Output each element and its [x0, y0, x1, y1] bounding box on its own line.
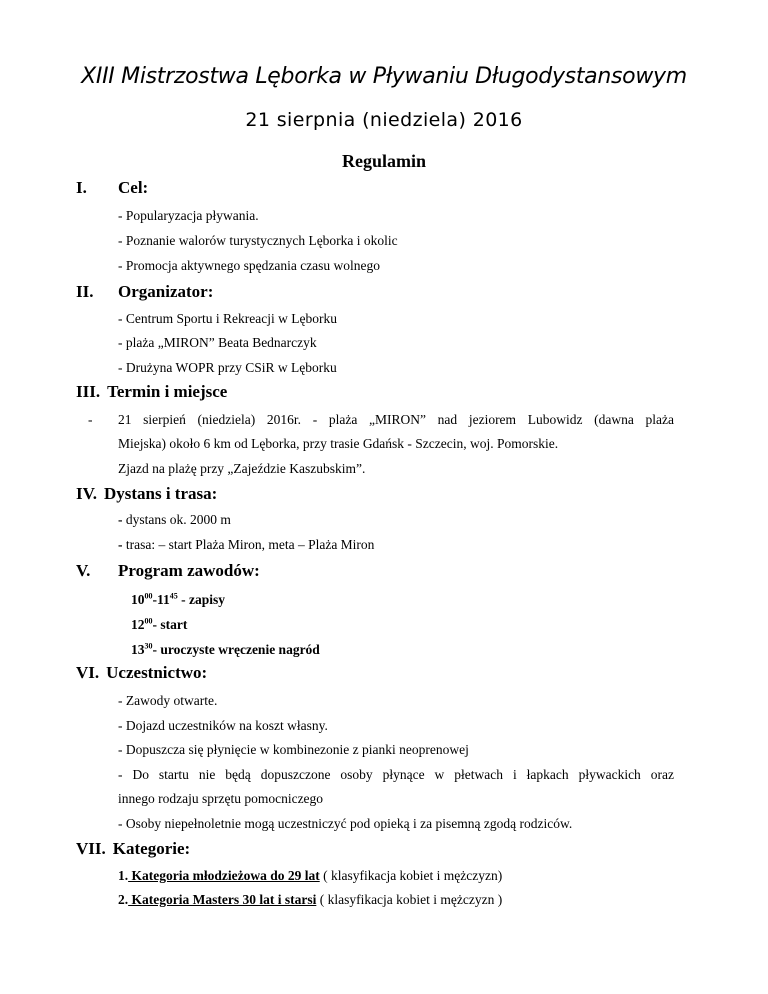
- time-hour: 10: [131, 592, 145, 607]
- section-heading-organizer: [76, 282, 213, 302]
- section-title: Termin i miejsce: [107, 382, 228, 401]
- section-number: II.: [76, 282, 94, 301]
- time-hour: 13: [131, 642, 145, 657]
- section-title: Kategorie:: [112, 839, 191, 858]
- document-title: Regulamin: [341, 151, 426, 171]
- section-title: Uczestnictwo:: [106, 663, 208, 682]
- program-awards: [131, 642, 320, 658]
- time-minutes: 45: [169, 591, 178, 601]
- section-heading-categories: [76, 839, 190, 859]
- distance-text: dystans ok. 2000 m: [122, 512, 231, 527]
- section-heading-participation: [76, 663, 207, 683]
- program-registration: [131, 592, 225, 608]
- section-number: III.: [76, 382, 101, 401]
- section-heading-date-place: [76, 382, 227, 402]
- category-classification: ( klasyfikacja kobiet i mężczyzn ): [316, 892, 503, 907]
- time-minutes: 00: [144, 591, 153, 601]
- section-number: IV.: [76, 484, 97, 503]
- program-text: - uroczyste wręczenie nagród: [152, 642, 320, 657]
- route-text: trasa: – start Plaża Miron, meta – Plaża Miron: [122, 537, 375, 552]
- section-title: Organizator:: [118, 282, 214, 301]
- event-date: 21 sierpnia (niedziela) 2016: [245, 109, 523, 131]
- category-title: Kategoria Masters 30 lat i starsi: [128, 892, 317, 907]
- section-number: V.: [76, 561, 91, 580]
- category-number: 1.: [118, 868, 129, 883]
- category-number: 2.: [118, 892, 129, 907]
- time-hour: 12: [131, 617, 145, 632]
- participation-line-2: - Dojazd uczestników na koszt własny.: [118, 718, 328, 733]
- participation-line-5: innego rodzaju sprzętu pomocniczego: [118, 791, 324, 806]
- date-place-line-2: Miejska) około 6 km od Lęborka, przy trasie Gdańsk - Szczecin, woj. Pomorskie.: [118, 436, 559, 451]
- category-masters: [118, 892, 502, 908]
- goal-line-1: - Popularyzacja pływania.: [118, 208, 259, 223]
- program-text: - zapisy: [177, 592, 226, 607]
- section-title: Dystans i trasa:: [103, 484, 218, 503]
- program-start: [131, 617, 187, 633]
- time-minutes: 00: [144, 616, 153, 626]
- organizer-line-1: - Centrum Sportu i Rekreacji w Lęborku: [118, 311, 337, 326]
- participation-line-1: - Zawody otwarte.: [118, 693, 218, 708]
- section-title: Cel:: [118, 178, 149, 197]
- section-number: I.: [76, 178, 87, 197]
- date-place-dash: -: [88, 412, 93, 427]
- date-place-line-3: Zjazd na plażę przy „Zajeździe Kaszubskim”.: [118, 461, 366, 476]
- time-minutes: 30: [144, 641, 153, 651]
- category-youth: [118, 868, 502, 884]
- section-number: VII.: [76, 839, 106, 858]
- goal-line-3: - Promocja aktywnego spędzania czasu wolnego: [118, 258, 381, 273]
- bullet-dash: -: [118, 537, 123, 552]
- participation-line-6: - Osoby niepełnoletnie mogą uczestniczyć pod opieką i za pisemną zgodą rodziców.: [118, 816, 573, 831]
- category-classification: ( klasyfikacja kobiet i mężczyzn): [319, 868, 503, 883]
- section-title: Program zawodów:: [118, 561, 260, 580]
- date-place-line-1: 21 sierpień (niedziela) 2016r. - plaża „MIRON” nad jeziorem Lubowidz (dawna plaża: [118, 412, 674, 427]
- time-hour: -11: [152, 592, 170, 607]
- section-number: VI.: [76, 663, 100, 682]
- section-heading-goal: [76, 178, 148, 198]
- organizer-line-2: - plaża „MIRON” Beata Bednarczyk: [118, 335, 317, 350]
- goal-line-2: - Poznanie walorów turystycznych Lęborka i okolic: [118, 233, 398, 248]
- participation-line-3: - Dopuszcza się płynięcie w kombinezonie z pianki neoprenowej: [118, 742, 469, 757]
- bullet-dash: -: [118, 512, 123, 527]
- program-text: - start: [152, 617, 188, 632]
- participation-line-4: - Do startu nie będą dopuszczone osoby płynące w płetwach i łapkach pływackich oraz: [118, 767, 674, 782]
- section-heading-distance: [76, 484, 217, 504]
- category-title: Kategoria młodzieżowa do 29 lat: [128, 868, 320, 883]
- distance-line-2: [118, 537, 374, 553]
- event-title: XIII Mistrzostwa Lęborka w Pływaniu Długodystansowym: [81, 64, 687, 89]
- organizer-line-3: - Drużyna WOPR przy CSiR w Lęborku: [118, 360, 337, 375]
- section-heading-program: [76, 561, 260, 581]
- distance-line-1: [118, 512, 231, 528]
